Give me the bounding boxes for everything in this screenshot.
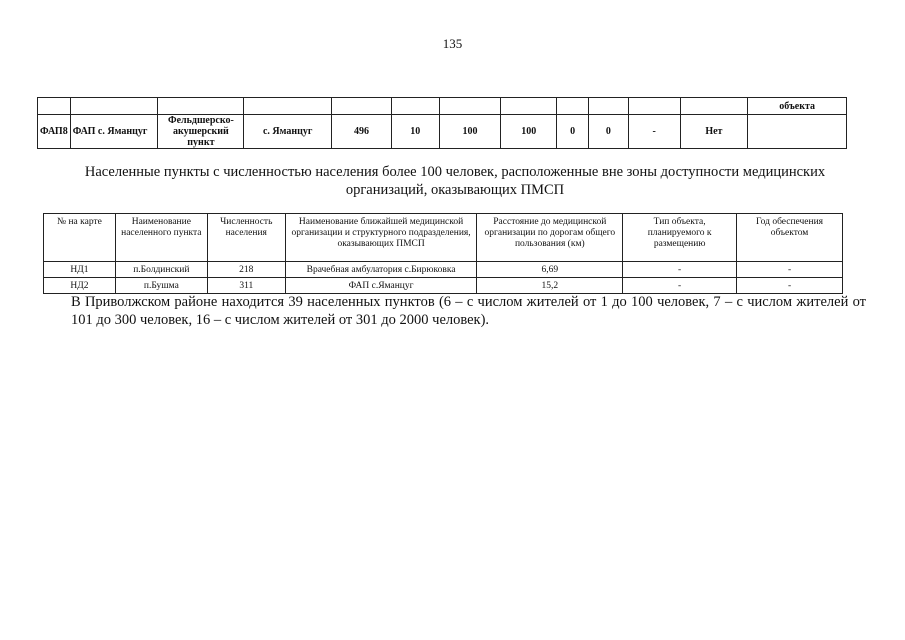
- top-table-cell: 496: [332, 115, 392, 149]
- table-cell: 15,2: [477, 278, 623, 294]
- table-row: [44, 278, 843, 294]
- table-cell: 6,69: [477, 262, 623, 278]
- top-table-cell-place: с. Яманцуг: [244, 115, 332, 149]
- table-cell: НД1: [44, 262, 116, 278]
- section-title: Населенные пункты с численностью населения более 100 человек, расположенные вне зоны доступности медицинских организаций, оказывающих ПМСП: [84, 164, 826, 198]
- table-cell: 218: [207, 262, 285, 278]
- table-cell: -: [737, 278, 843, 294]
- top-table-cell: -: [628, 115, 680, 149]
- table-cell: п.Болдинский: [115, 262, 207, 278]
- table-row: [44, 262, 843, 278]
- column-header: Наименование ближайшей медицинской организации и структурного подразделения, оказывающих ПМСП: [285, 214, 477, 262]
- top-table-row: [38, 115, 847, 149]
- top-table-cell-name: ФАП с. Яманцуг: [70, 115, 158, 149]
- table-cell: -: [623, 278, 737, 294]
- table-cell: -: [737, 262, 843, 278]
- top-table: [37, 97, 847, 149]
- table-cell: -: [623, 262, 737, 278]
- top-table-cell: Нет: [680, 115, 748, 149]
- column-header: Тип объекта, планируемого к размещению: [623, 214, 737, 262]
- column-header: № на карте: [44, 214, 116, 262]
- column-header: Год обеспечения объектом: [737, 214, 843, 262]
- main-table-header-row: [44, 214, 843, 262]
- top-table-cell: 100: [501, 115, 557, 149]
- table-cell: 311: [207, 278, 285, 294]
- top-table-cell: 100: [439, 115, 501, 149]
- top-table-cell: 10: [391, 115, 439, 149]
- main-table: [43, 213, 843, 294]
- table-cell: п.Бушма: [115, 278, 207, 294]
- page-number: 135: [442, 36, 463, 51]
- top-table-cell: 0: [589, 115, 629, 149]
- table-cell: НД2: [44, 278, 116, 294]
- top-table-cell: [748, 115, 847, 149]
- summary-paragraph: В Приволжском районе находится 39 населенных пунктов (6 – с числом жителей от 1 до 100 человек, 7 – с числом жителей от 101 до 300 человек, 16 – с числом жителей от 301 до 2000 человек).: [71, 294, 866, 328]
- column-header: Расстояние до медицинской организации по дорогам общего пользования (км): [477, 214, 623, 262]
- table-cell: Врачебная амбулатория с.Бирюковка: [285, 262, 477, 278]
- top-table-header-cell: объекта: [748, 98, 847, 115]
- top-table-cell-id: ФАП8: [38, 115, 71, 149]
- top-table-cell-type: Фельдшерско-акушерский пункт: [158, 115, 244, 149]
- column-header: Численность населения: [207, 214, 285, 262]
- top-table-header-row: [38, 98, 847, 115]
- column-header: Наименование населенного пункта: [115, 214, 207, 262]
- top-table-cell: 0: [557, 115, 589, 149]
- table-cell: ФАП с.Яманцуг: [285, 278, 477, 294]
